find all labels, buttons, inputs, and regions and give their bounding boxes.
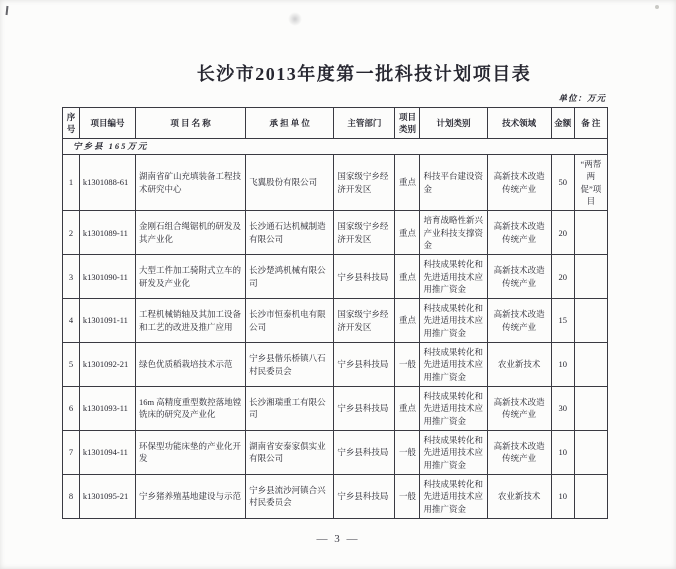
project-row (63, 299, 608, 343)
scan-artifact-tick (6, 6, 9, 15)
cell-code: k1301091-11 (79, 299, 135, 343)
county-group-row (63, 139, 608, 155)
project-row (63, 255, 608, 299)
col-header-name: 项 目 名 称 (136, 108, 246, 139)
col-header-field: 技术领域 (487, 108, 551, 139)
cell-org: 长沙湘瑞重工有限公司 (246, 387, 334, 431)
cell-field: 高新技术改造传统产业 (487, 299, 551, 343)
cell-plan: 科技成果转化和先进适用技术应用推广资金 (420, 430, 487, 474)
cell-org: 长沙通石达机械制造有限公司 (246, 211, 334, 255)
scan-artifact-speck (655, 5, 659, 9)
cell-seq: 1 (63, 155, 80, 211)
county-group-label: 宁乡县 165万元 (63, 139, 608, 155)
cell-remark (574, 387, 607, 431)
cell-plan: 科技成果转化和先进适用技术应用推广资金 (420, 387, 487, 431)
cell-amount: 20 (551, 211, 574, 255)
col-header-plan: 计划类别 (420, 108, 487, 139)
cell-remark (574, 343, 607, 387)
cell-seq: 3 (63, 255, 80, 299)
cell-plan: 科技成果转化和先进适用技术应用推广资金 (420, 343, 487, 387)
cell-field: 高新技术改造传统产业 (487, 211, 551, 255)
cell-remark (574, 255, 607, 299)
cell-org: 长沙市恒泰机电有限公司 (246, 299, 334, 343)
table-body (63, 139, 608, 519)
cell-code: k1301095-21 (79, 474, 135, 518)
cell-field: 农业新技术 (487, 474, 551, 518)
cell-dept: 宁乡县科技局 (334, 430, 395, 474)
col-header-dept: 主管部门 (334, 108, 395, 139)
cell-name: 工程机械销轴及其加工设备和工艺的改进及推广应用 (136, 299, 246, 343)
cell-category: 一般 (395, 474, 420, 518)
cell-field: 高新技术改造传统产业 (487, 430, 551, 474)
cell-field: 高新技术改造传统产业 (487, 387, 551, 431)
cell-remark (574, 474, 607, 518)
cell-dept: 宁乡县科技局 (334, 343, 395, 387)
project-row (63, 387, 608, 431)
col-header-code: 项目编号 (79, 108, 135, 139)
cell-amount: 30 (551, 387, 574, 431)
cell-amount: 10 (551, 343, 574, 387)
cell-plan: 培育战略性新兴产业科技支撑资金 (420, 211, 487, 255)
project-row (63, 474, 608, 518)
cell-code: k1301092-21 (79, 343, 135, 387)
cell-remark (574, 211, 607, 255)
cell-dept: 国家级宁乡经济开发区 (334, 155, 395, 211)
cell-code: k1301090-11 (79, 255, 135, 299)
table-header-row (63, 108, 608, 139)
project-table (62, 107, 608, 519)
page-number: — 3 — (316, 533, 360, 545)
cell-field: 高新技术改造传统产业 (487, 255, 551, 299)
cell-category: 重点 (395, 155, 420, 211)
cell-remark: “两帮两促”项目 (574, 155, 607, 211)
cell-plan: 科技成果转化和先进适用技术应用推广资金 (420, 255, 487, 299)
cell-plan: 科技成果转化和先进适用技术应用推广资金 (420, 299, 487, 343)
cell-category: 重点 (395, 255, 420, 299)
cell-code: k1301093-11 (79, 387, 135, 431)
col-header-amount: 金额 (551, 108, 574, 139)
cell-org: 宁乡县流沙河镇合兴村民委员会 (246, 474, 334, 518)
cell-code: k1301088-61 (79, 155, 135, 211)
cell-dept: 宁乡县科技局 (334, 255, 395, 299)
col-header-remark: 备 注 (574, 108, 607, 139)
cell-category: 一般 (395, 343, 420, 387)
cell-code: k1301089-11 (79, 211, 135, 255)
cell-seq: 5 (63, 343, 80, 387)
unit-note: 单位：万元 (558, 93, 606, 103)
cell-plan: 科技平台建设资金 (420, 155, 487, 211)
cell-field: 高新技术改造传统产业 (487, 155, 551, 211)
cell-name: 绿色优质稻栽培技术示范 (136, 343, 246, 387)
cell-field: 农业新技术 (487, 343, 551, 387)
cell-amount: 20 (551, 255, 574, 299)
cell-remark (574, 430, 607, 474)
cell-seq: 8 (63, 474, 80, 518)
cell-category: 重点 (395, 211, 420, 255)
cell-seq: 6 (63, 387, 80, 431)
cell-category: 重点 (395, 299, 420, 343)
cell-org: 宁乡县偕乐桥镇八石村民委员会 (246, 343, 334, 387)
cell-amount: 10 (551, 474, 574, 518)
cell-seq: 2 (63, 211, 80, 255)
cell-amount: 50 (551, 155, 574, 211)
cell-dept: 宁乡县科技局 (334, 387, 395, 431)
cell-remark (574, 299, 607, 343)
cell-name: 湖南省矿山充填装备工程技术研究中心 (136, 155, 246, 211)
document-title: 长沙市2013年度第一批科技计划项目表 (196, 64, 532, 84)
cell-amount: 15 (551, 299, 574, 343)
project-table-container (62, 92, 608, 519)
cell-name: 环保型功能床垫的产业化开发 (136, 430, 246, 474)
cell-category: 重点 (395, 387, 420, 431)
project-row (63, 343, 608, 387)
cell-category: 一般 (395, 430, 420, 474)
project-row (63, 430, 608, 474)
col-header-org: 承 担 单 位 (246, 108, 334, 139)
cell-org: 飞翼股份有限公司 (246, 155, 334, 211)
cell-seq: 7 (63, 430, 80, 474)
col-header-category: 项目类别 (395, 108, 420, 139)
cell-plan: 科技成果转化和先进适用技术应用推广资金 (420, 474, 487, 518)
col-header-seq: 序号 (63, 108, 80, 139)
cell-amount: 10 (551, 430, 574, 474)
project-row (63, 155, 608, 211)
cell-org: 长沙楚鸿机械有限公司 (246, 255, 334, 299)
cell-name: 16m 高精度重型数控落地镗铣床的研究及产业化 (136, 387, 246, 431)
cell-name: 宁乡猪养殖基地建设与示范 (136, 474, 246, 518)
scan-artifact-smudge (288, 12, 302, 26)
cell-dept: 宁乡县科技局 (334, 474, 395, 518)
project-row (63, 211, 608, 255)
cell-name: 金刚石组合绳锯机的研发及其产业化 (136, 211, 246, 255)
cell-org: 湖南省安泰家俱实业有限公司 (246, 430, 334, 474)
cell-code: k1301094-11 (79, 430, 135, 474)
cell-dept: 国家级宁乡经济开发区 (334, 211, 395, 255)
cell-name: 大型工件加工骑附式立车的研发及产业化 (136, 255, 246, 299)
cell-dept: 国家级宁乡经济开发区 (334, 299, 395, 343)
cell-seq: 4 (63, 299, 80, 343)
